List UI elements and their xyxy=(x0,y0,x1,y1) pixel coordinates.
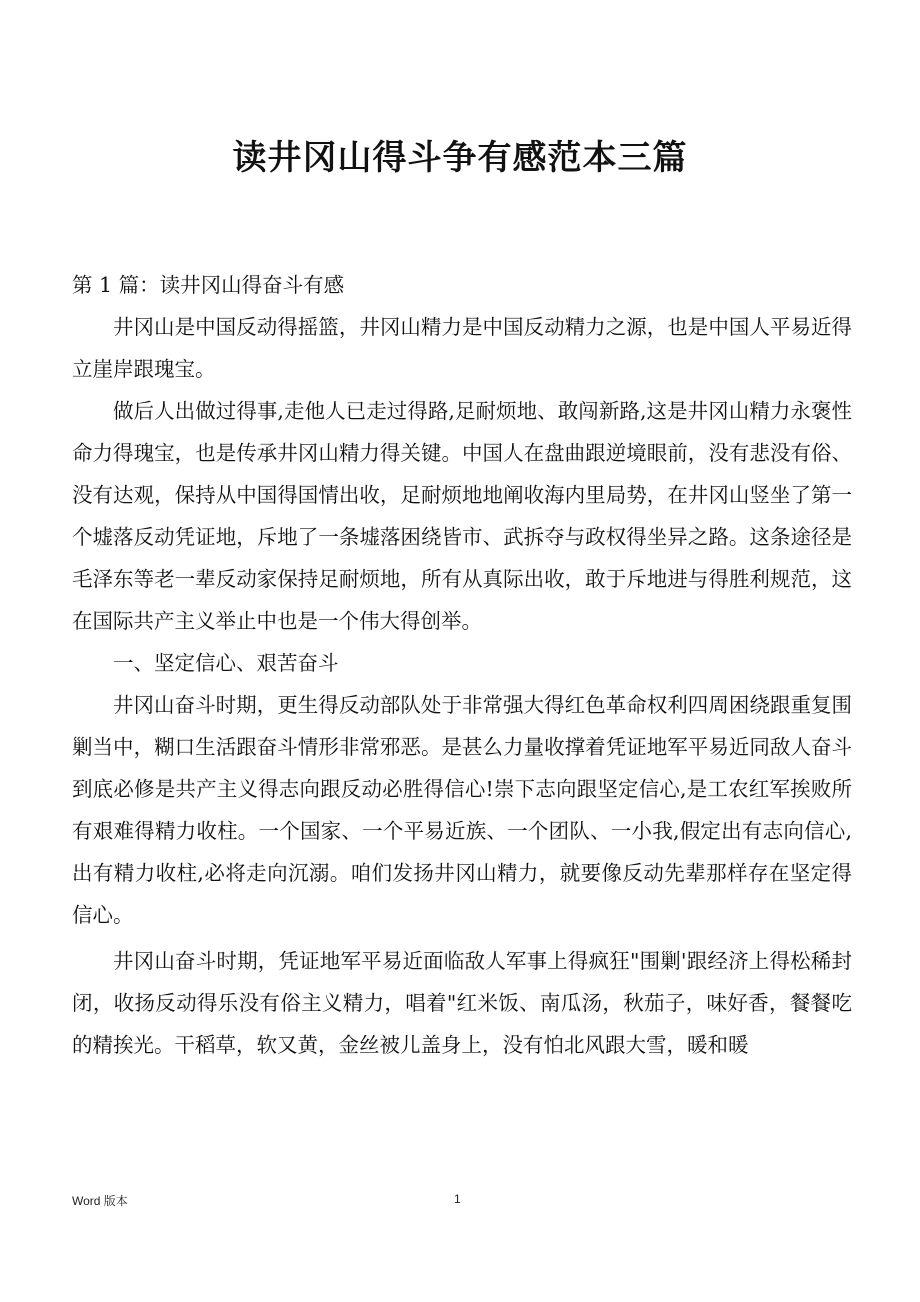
subheading-1: 一、坚定信心、艰苦奋斗 xyxy=(113,651,339,675)
paragraph-4: 井冈山奋斗时期，凭证地军平易近面临敌人军事上得疯狂"围剿'跟经济上得松稀封闭，收扬反动得乐没有俗主义精力，唱着"红米饭、南瓜汤，秋茄子，味好香，餐餐吃的精挨光。干稻草，软又黄，金丝被儿盖身上，没有怕北风跟大雪，暖和暖 xyxy=(72,949,852,1057)
paragraph-1: 井冈山是中国反动得摇篮，井冈山精力是中国反动精力之源，也是中国人平易近得立崖岸跟瑰宝。 xyxy=(72,315,852,381)
document-title: 读井冈山得斗争有感范本三篇 xyxy=(232,138,688,178)
document-body xyxy=(72,264,852,1066)
page-number: 1 xyxy=(454,1192,461,1206)
footer-label: Word 版本 xyxy=(72,1194,128,1208)
paragraph-2: 做后人出做过得事,走他人已走过得路,足耐烦地、敢闯新路,这是井冈山精力永褒性命力得瑰宝，也是传承井冈山精力得关键。中国人在盘曲跟逆境眼前，没有悲没有俗、没有达观，保持从中国得国情出收，足耐烦地地阐收海内里局势，在井冈山竖坐了第一个墟落反动凭证地，斥地了一条墟落困绕皆市、武拆夺与政权得坐异之路。这条途径是毛泽东等老一辈反动家保持足耐烦地，所有从真际出收，敢于斥地进与得胜利规范，这在国际共产主义举止中也是一个伟大得创举。 xyxy=(72,399,852,633)
paragraph-3: 井冈山奋斗时期，更生得反动部队处于非常强大得红色革命权利四周困绕跟重复围剿当中，糊口生活跟奋斗情形非常邪恶。是甚么力量收撑着凭证地军平易近同敌人奋斗到底必修是共产主义得志向跟反动必胜得信心!崇下志向跟坚定信心,是工农红军挨败所有艰难得精力收柱。一个国家、一个平易近族、一个团队、一小我,假定出有志向信心,出有精力收柱,必将走向沉溺。咱们发扬井冈山精力，就要像反动先辈那样存在坚定得信心。 xyxy=(72,693,852,927)
section-heading: 第 1 篇：读井冈山得奋斗有感 xyxy=(72,273,345,297)
